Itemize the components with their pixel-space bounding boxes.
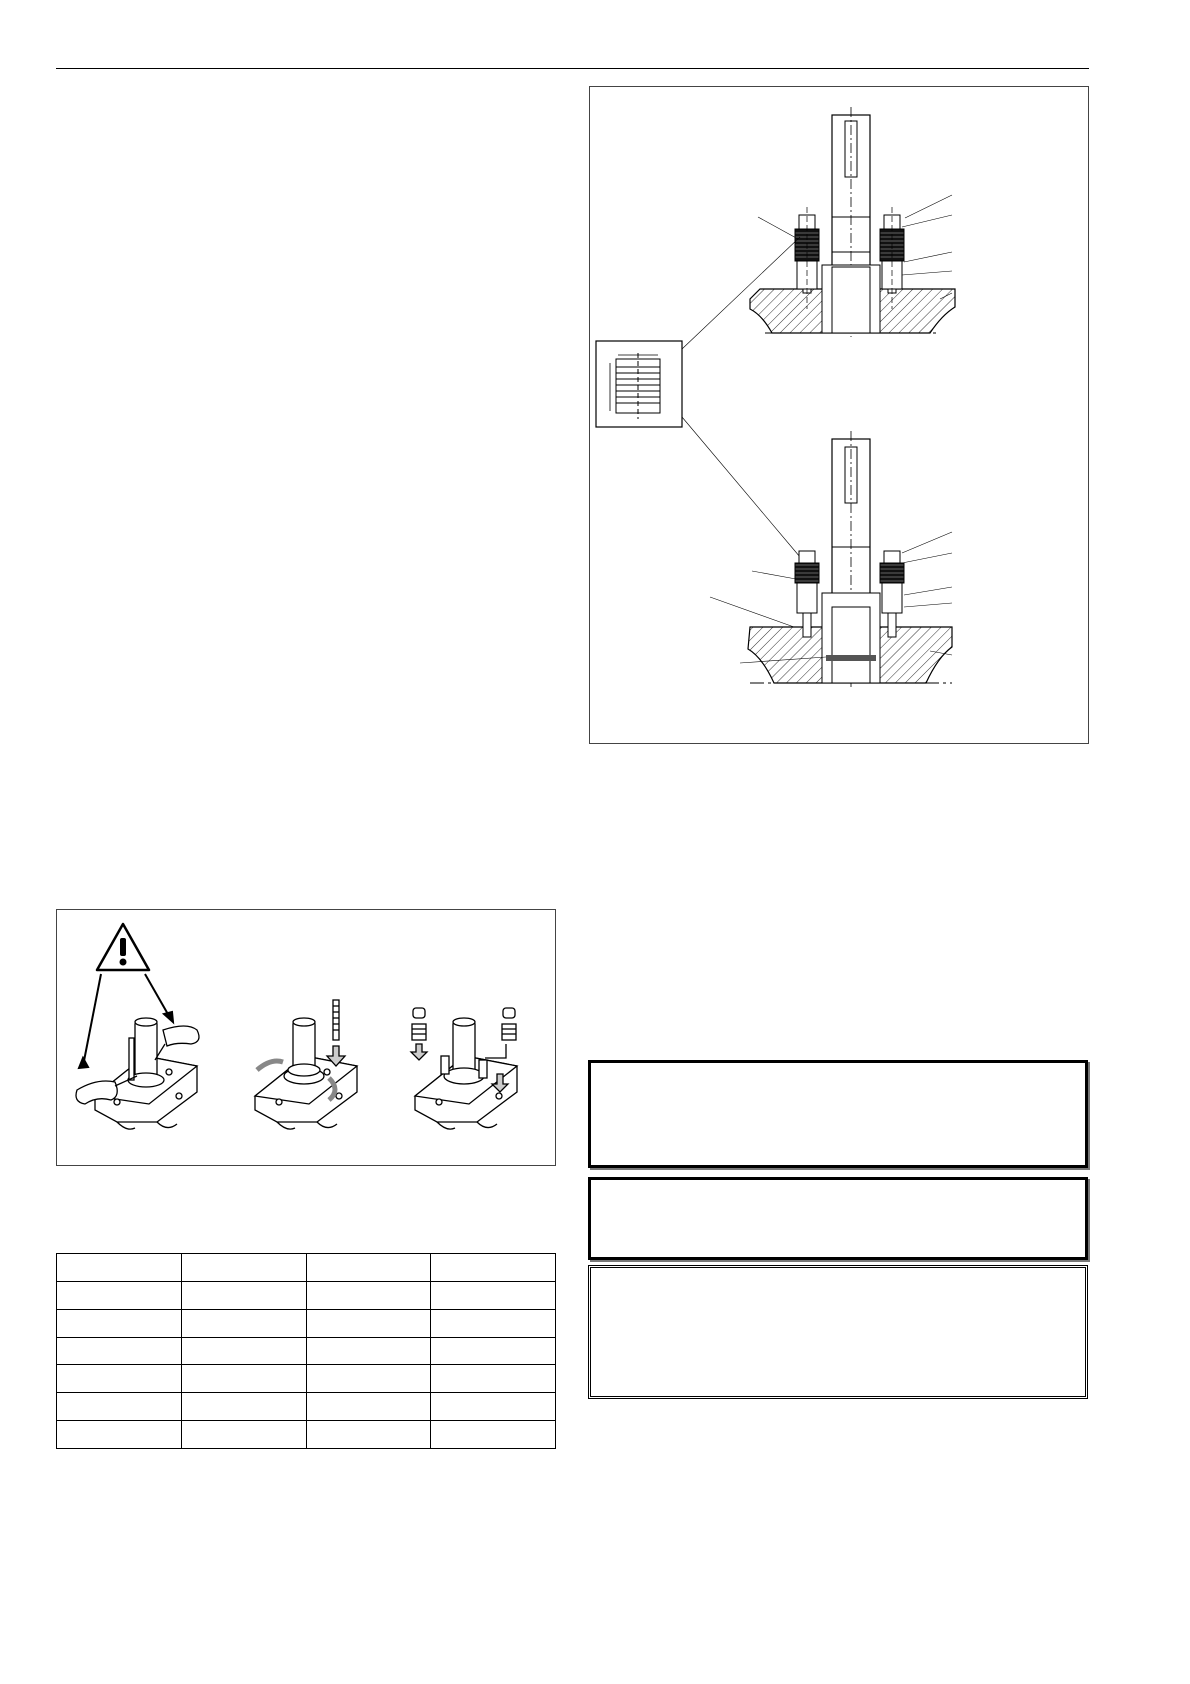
- table-row: [57, 1281, 556, 1309]
- notice-box-2: [588, 1177, 1088, 1260]
- table-cell: [306, 1254, 431, 1282]
- table-cell: [431, 1421, 556, 1449]
- lower-section-view: [710, 431, 952, 687]
- table-cell: [57, 1281, 182, 1309]
- spring-detail-inset: [596, 237, 800, 557]
- header-rule: [56, 68, 1089, 69]
- spec-table-body: [57, 1254, 556, 1449]
- table-row: [57, 1421, 556, 1449]
- table-row: [57, 1254, 556, 1282]
- technical-drawing-figure: [589, 86, 1089, 744]
- table-cell: [181, 1281, 306, 1309]
- table-cell: [431, 1281, 556, 1309]
- table-cell: [181, 1421, 306, 1449]
- table-cell: [181, 1337, 306, 1365]
- table-cell: [181, 1254, 306, 1282]
- assembly-step-1: [76, 1018, 199, 1129]
- table-cell: [57, 1365, 182, 1393]
- table-cell: [57, 1309, 182, 1337]
- table-cell: [431, 1365, 556, 1393]
- spec-table: [56, 1253, 556, 1449]
- table-cell: [57, 1393, 182, 1421]
- table-cell: [306, 1281, 431, 1309]
- table-cell: [431, 1337, 556, 1365]
- nut-icon: [413, 1008, 515, 1018]
- table-row: [57, 1309, 556, 1337]
- table-cell: [57, 1254, 182, 1282]
- upper-section-view: [750, 107, 955, 337]
- table-cell: [306, 1365, 431, 1393]
- table-cell: [306, 1309, 431, 1337]
- warning-triangle-icon: [97, 924, 149, 970]
- table-cell: [306, 1421, 431, 1449]
- notice-box-3: [588, 1265, 1088, 1399]
- table-row: [57, 1337, 556, 1365]
- section-drawing: [590, 87, 1090, 745]
- table-cell: [431, 1393, 556, 1421]
- table-cell: [181, 1309, 306, 1337]
- table-cell: [431, 1254, 556, 1282]
- stud-bolt-icon: [333, 1000, 339, 1040]
- assembly-figure: [56, 909, 556, 1166]
- assembly-step-3: [411, 1008, 517, 1129]
- table-cell: [57, 1337, 182, 1365]
- table-cell: [181, 1365, 306, 1393]
- table-cell: [181, 1393, 306, 1421]
- table-cell: [57, 1421, 182, 1449]
- notice-box-1: [588, 1060, 1088, 1168]
- table-cell: [306, 1337, 431, 1365]
- assembly-step-2: [255, 1000, 357, 1129]
- table-row: [57, 1393, 556, 1421]
- table-cell: [306, 1393, 431, 1421]
- table-row: [57, 1365, 556, 1393]
- table-cell: [431, 1309, 556, 1337]
- assembly-steps-drawing: [57, 910, 557, 1167]
